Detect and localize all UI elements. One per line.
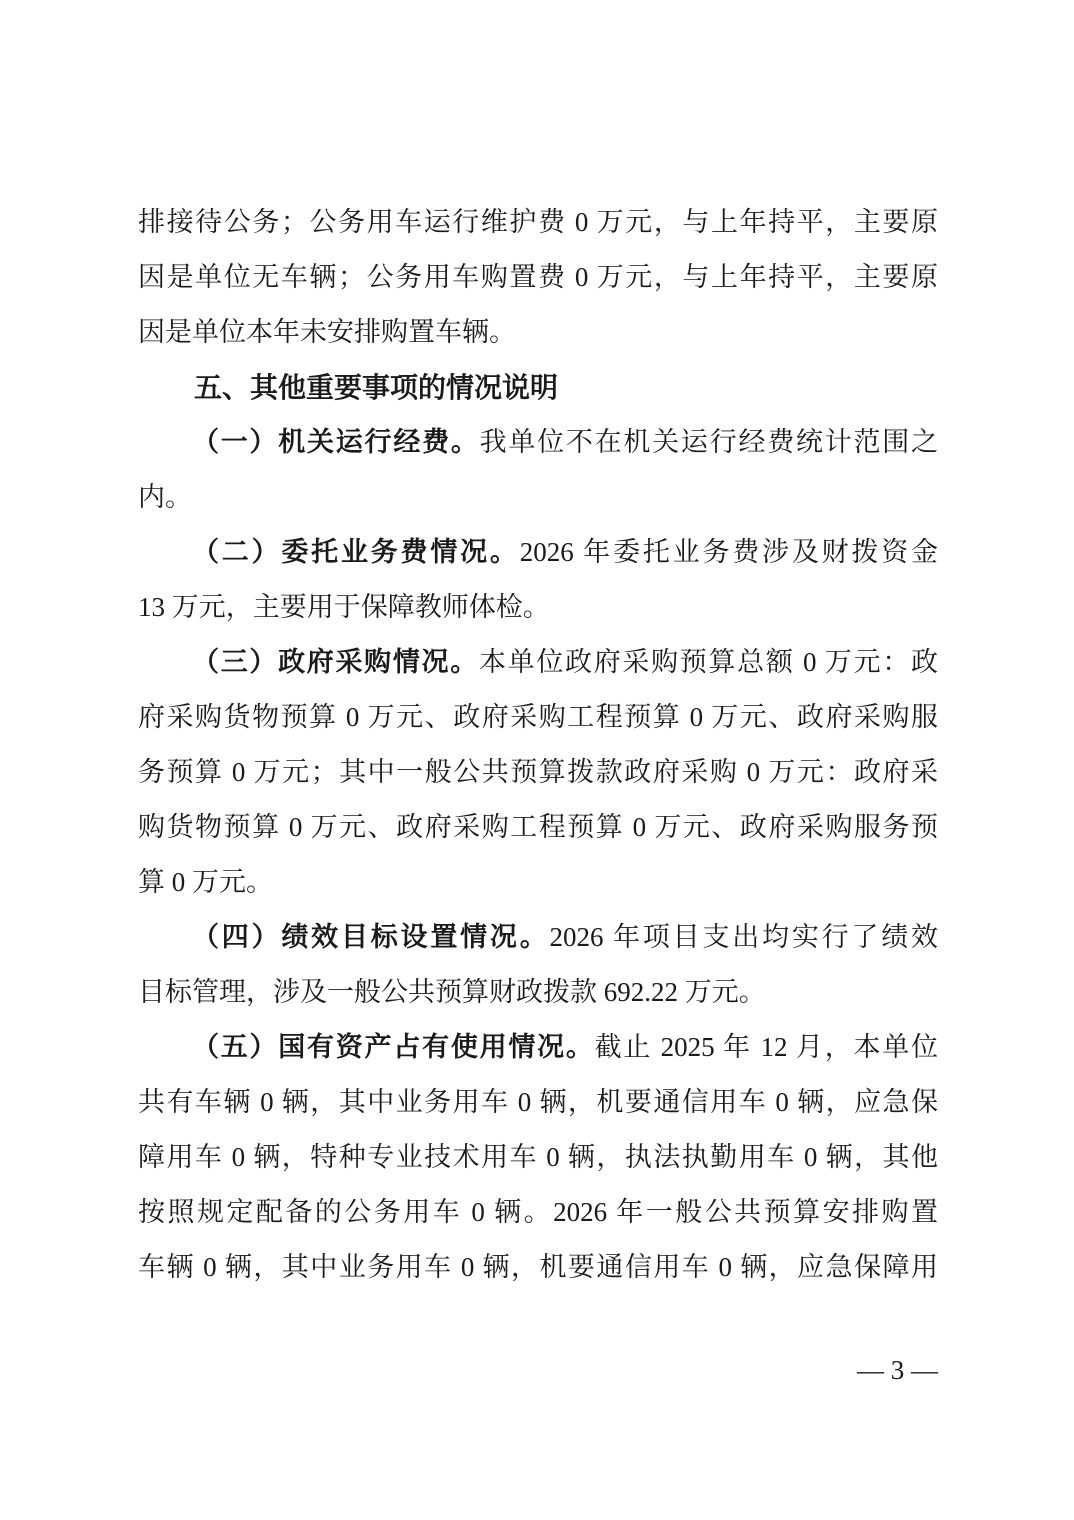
item-3-lead: （三）政府采购情况。 bbox=[192, 647, 479, 677]
item-1-line-2: 内。 bbox=[138, 482, 192, 512]
page-number: — 3 — bbox=[857, 1355, 938, 1385]
carryover-line-2: 因是单位无车辆；公务用车购置费 0 万元，与上年持平，主要原 bbox=[138, 262, 938, 292]
item-5-lead: （五）国有资产占有使用情况。 bbox=[192, 1032, 595, 1062]
item-1-text: 我单位不在机关运行经费统计范围之 bbox=[479, 427, 939, 457]
item-3-line-5: 算 0 万元。 bbox=[138, 867, 273, 897]
paragraph-item-5 bbox=[138, 1020, 938, 1295]
item-4-text: 2026 年项目支出均实行了绩效 bbox=[549, 922, 939, 952]
paragraph-item-1 bbox=[138, 415, 938, 525]
section-5-heading: 五、其他重要事项的情况说明 bbox=[194, 372, 559, 403]
paragraph-item-4 bbox=[138, 910, 938, 1020]
item-5-line-1 bbox=[138, 1020, 938, 1075]
item-5-text: 截止 2025 年 12 月，本单位 bbox=[594, 1032, 939, 1062]
item-4-line-1 bbox=[138, 910, 938, 965]
item-3-line-4: 购货物预算 0 万元、政府采购工程预算 0 万元、政府采购服务预 bbox=[138, 812, 938, 842]
item-5-line-2: 共有车辆 0 辆，其中业务用车 0 辆，机要通信用车 0 辆，应急保 bbox=[138, 1087, 938, 1117]
paragraph-carryover bbox=[138, 195, 938, 360]
item-3-text: 本单位政府采购预算总额 0 万元：政 bbox=[478, 647, 939, 677]
carryover-line-1: 排接待公务；公务用车运行维护费 0 万元，与上年持平，主要原 bbox=[138, 207, 938, 237]
item-2-line-2: 13 万元，主要用于保障教师体检。 bbox=[138, 592, 550, 622]
carryover-line-3: 因是单位本年未安排购置车辆。 bbox=[138, 317, 516, 347]
page-content bbox=[138, 195, 938, 1295]
item-2-lead: （二）委托业务费情况。 bbox=[192, 537, 520, 567]
paragraph-item-2 bbox=[138, 525, 938, 635]
item-2-text: 2026 年委托业务费涉及财拨资金 bbox=[519, 537, 939, 567]
item-3-line-2: 府采购货物预算 0 万元、政府采购工程预算 0 万元、政府采购服 bbox=[138, 702, 938, 732]
item-4-line-2: 目标管理，涉及一般公共预算财政拨款 692.22 万元。 bbox=[138, 977, 766, 1007]
item-5-line-5: 车辆 0 辆，其中业务用车 0 辆，机要通信用车 0 辆，应急保障用 bbox=[138, 1252, 938, 1282]
item-5-line-3: 障用车 0 辆，特种专业技术用车 0 辆，执法执勤用车 0 辆，其他 bbox=[138, 1142, 938, 1172]
item-1-line-1 bbox=[138, 415, 938, 470]
item-2-line-1 bbox=[138, 525, 938, 580]
item-3-line-1 bbox=[138, 635, 938, 690]
item-4-lead: （四）绩效目标设置情况。 bbox=[192, 922, 550, 952]
paragraph-item-3 bbox=[138, 635, 938, 910]
page-footer bbox=[138, 1350, 938, 1390]
item-1-lead: （一）机关运行经费。 bbox=[192, 427, 480, 457]
item-5-line-4: 按照规定配备的公务用车 0 辆。2026 年一般公共预算安排购置 bbox=[138, 1197, 938, 1227]
item-3-line-3: 务预算 0 万元；其中一般公共预算拨款政府采购 0 万元：政府采 bbox=[138, 757, 938, 787]
